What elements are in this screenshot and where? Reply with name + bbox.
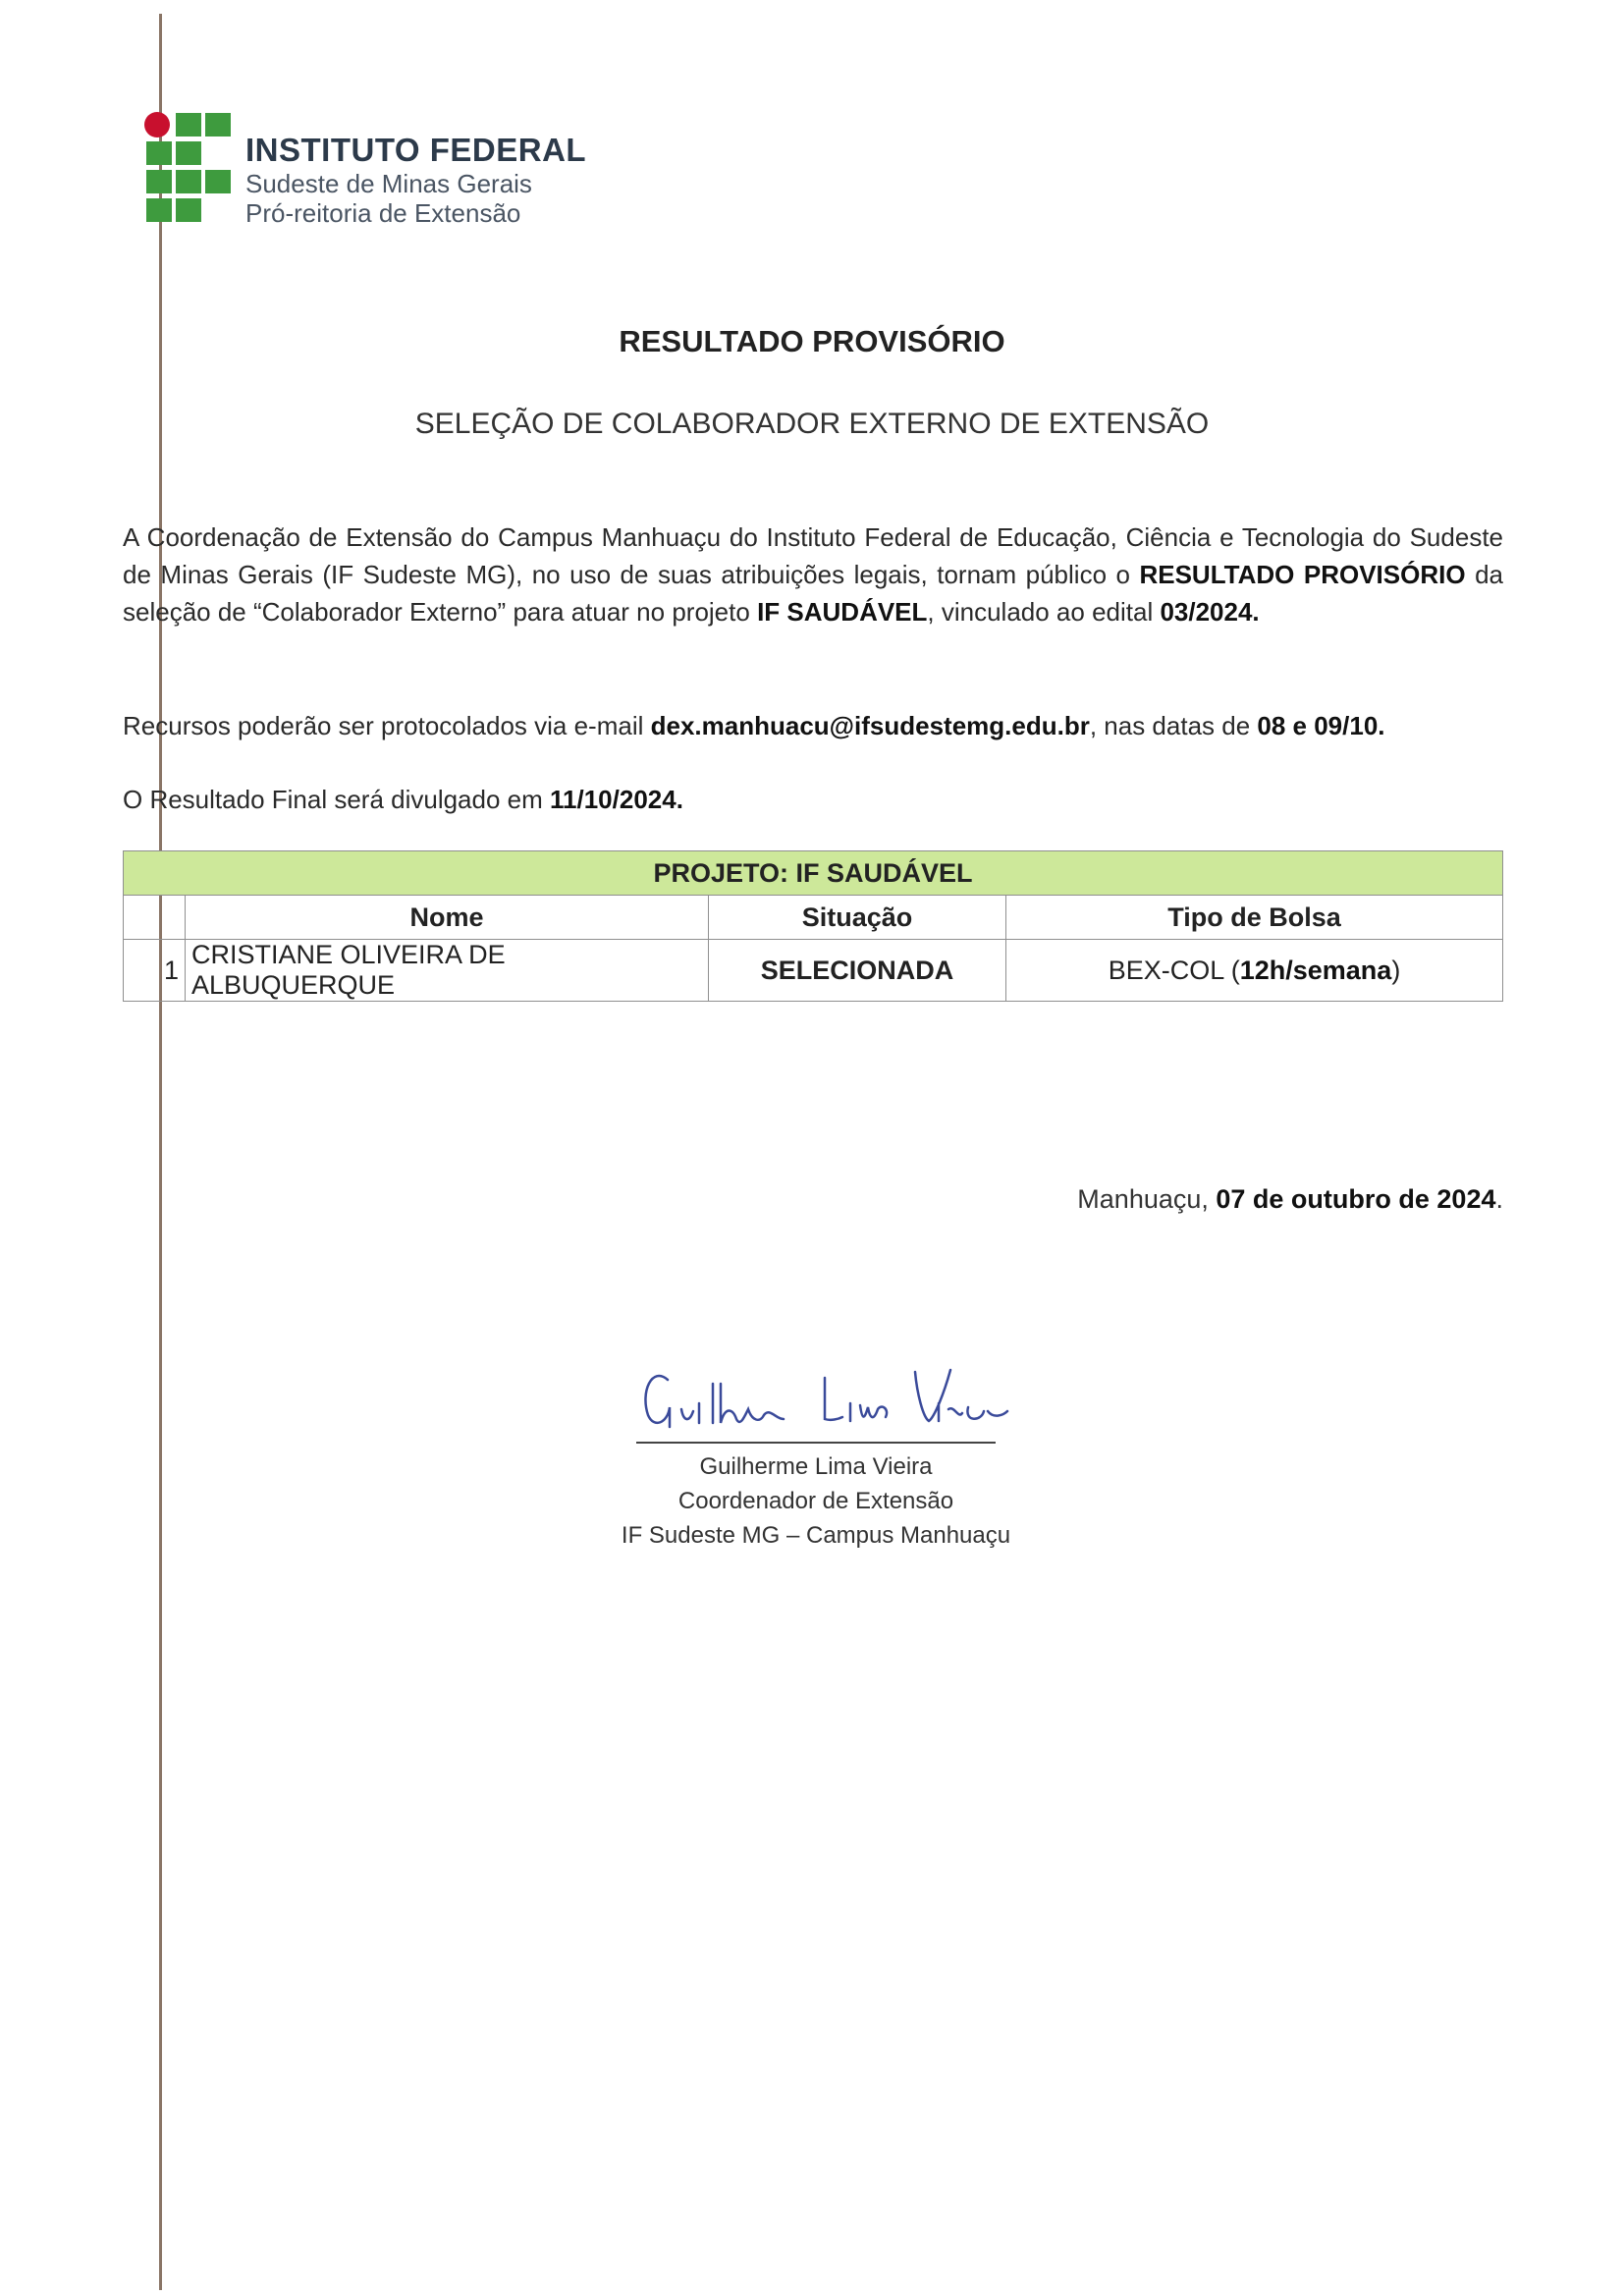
intro-text-3: , vinculado ao edital xyxy=(927,597,1161,627)
project-row xyxy=(124,851,1503,896)
row-tipo-bolsa xyxy=(1006,940,1503,1002)
table-row xyxy=(124,940,1503,1002)
tipo-bolsa-hours: 12h/semana xyxy=(1239,955,1392,985)
row-situacao: SELECIONADA xyxy=(709,940,1006,1002)
org-header xyxy=(245,132,586,228)
institute-logo xyxy=(143,110,242,226)
intro-text-2: da seleção de “Colaborador Externo” para atuar no projeto xyxy=(123,560,1503,627)
row-nome: CRISTIANE OLIVEIRA DE ALBUQUERQUE xyxy=(186,940,709,1002)
results-table xyxy=(123,850,1503,1002)
org-name: INSTITUTO FEDERAL xyxy=(245,132,587,168)
tipo-bolsa-code: BEX-COL ( xyxy=(1108,955,1240,985)
project-label: PROJETO: IF SAUDÁVEL xyxy=(124,851,1503,896)
place: Manhuaçu, xyxy=(1077,1184,1217,1214)
final-result-paragraph xyxy=(123,781,1503,818)
signature-line xyxy=(636,1442,996,1444)
appeals-paragraph xyxy=(123,707,1503,744)
edital-number: 03/2024. xyxy=(1160,597,1260,627)
final-result-text: O Resultado Final será divulgado em xyxy=(123,785,551,814)
tipo-bolsa-close: ) xyxy=(1391,955,1401,985)
appeals-text: Recursos poderão ser protocolados via e-mail xyxy=(123,711,651,740)
signer-unit: IF Sudeste MG – Campus Manhuaçu xyxy=(621,1522,1011,1549)
row-number: 1 xyxy=(124,940,186,1002)
header-nome: Nome xyxy=(186,896,709,940)
place-date xyxy=(1077,1184,1503,1215)
org-subtitle: Sudeste de Minas Gerais xyxy=(245,169,532,198)
project-name: IF SAUDÁVEL xyxy=(757,597,928,627)
date: 07 de outubro de 2024 xyxy=(1216,1184,1496,1214)
header-number xyxy=(124,896,186,940)
final-result-date: 11/10/2024. xyxy=(550,785,683,814)
signer-role: Coordenador de Extensão xyxy=(677,1488,954,1514)
org-department: Pró-reitoria de Extensão xyxy=(245,198,521,228)
appeals-text-2: , nas datas de xyxy=(1089,711,1258,740)
result-emphasis: RESULTADO PROVISÓRIO xyxy=(1139,560,1466,589)
handwritten-signature xyxy=(638,1360,1011,1439)
header-situacao: Situação xyxy=(709,896,1006,940)
header-tipo-bolsa: Tipo de Bolsa xyxy=(1006,896,1503,940)
contact-email[interactable]: dex.manhuacu@ifsudestemg.edu.br xyxy=(650,711,1090,740)
intro-text: A Coordenação de Extensão do Campus Manhuaçu do Instituto Federal de Educação, Ciência e Tecnologia do Sudeste de Minas Gerais (IF Sudeste MG), no uso de suas atribuições legais, tornam público o xyxy=(123,522,1503,589)
intro-paragraph xyxy=(123,519,1503,630)
appeals-dates: 08 e 09/10. xyxy=(1257,711,1385,740)
signer-name: Guilherme Lima Vieira xyxy=(699,1453,933,1480)
date-period: . xyxy=(1495,1184,1503,1214)
document-title: RESULTADO PROVISÓRIO xyxy=(619,324,1005,358)
table-header-row xyxy=(124,896,1503,940)
document-subtitle: SELEÇÃO DE COLABORADOR EXTERNO DE EXTENSÃO xyxy=(414,408,1210,440)
